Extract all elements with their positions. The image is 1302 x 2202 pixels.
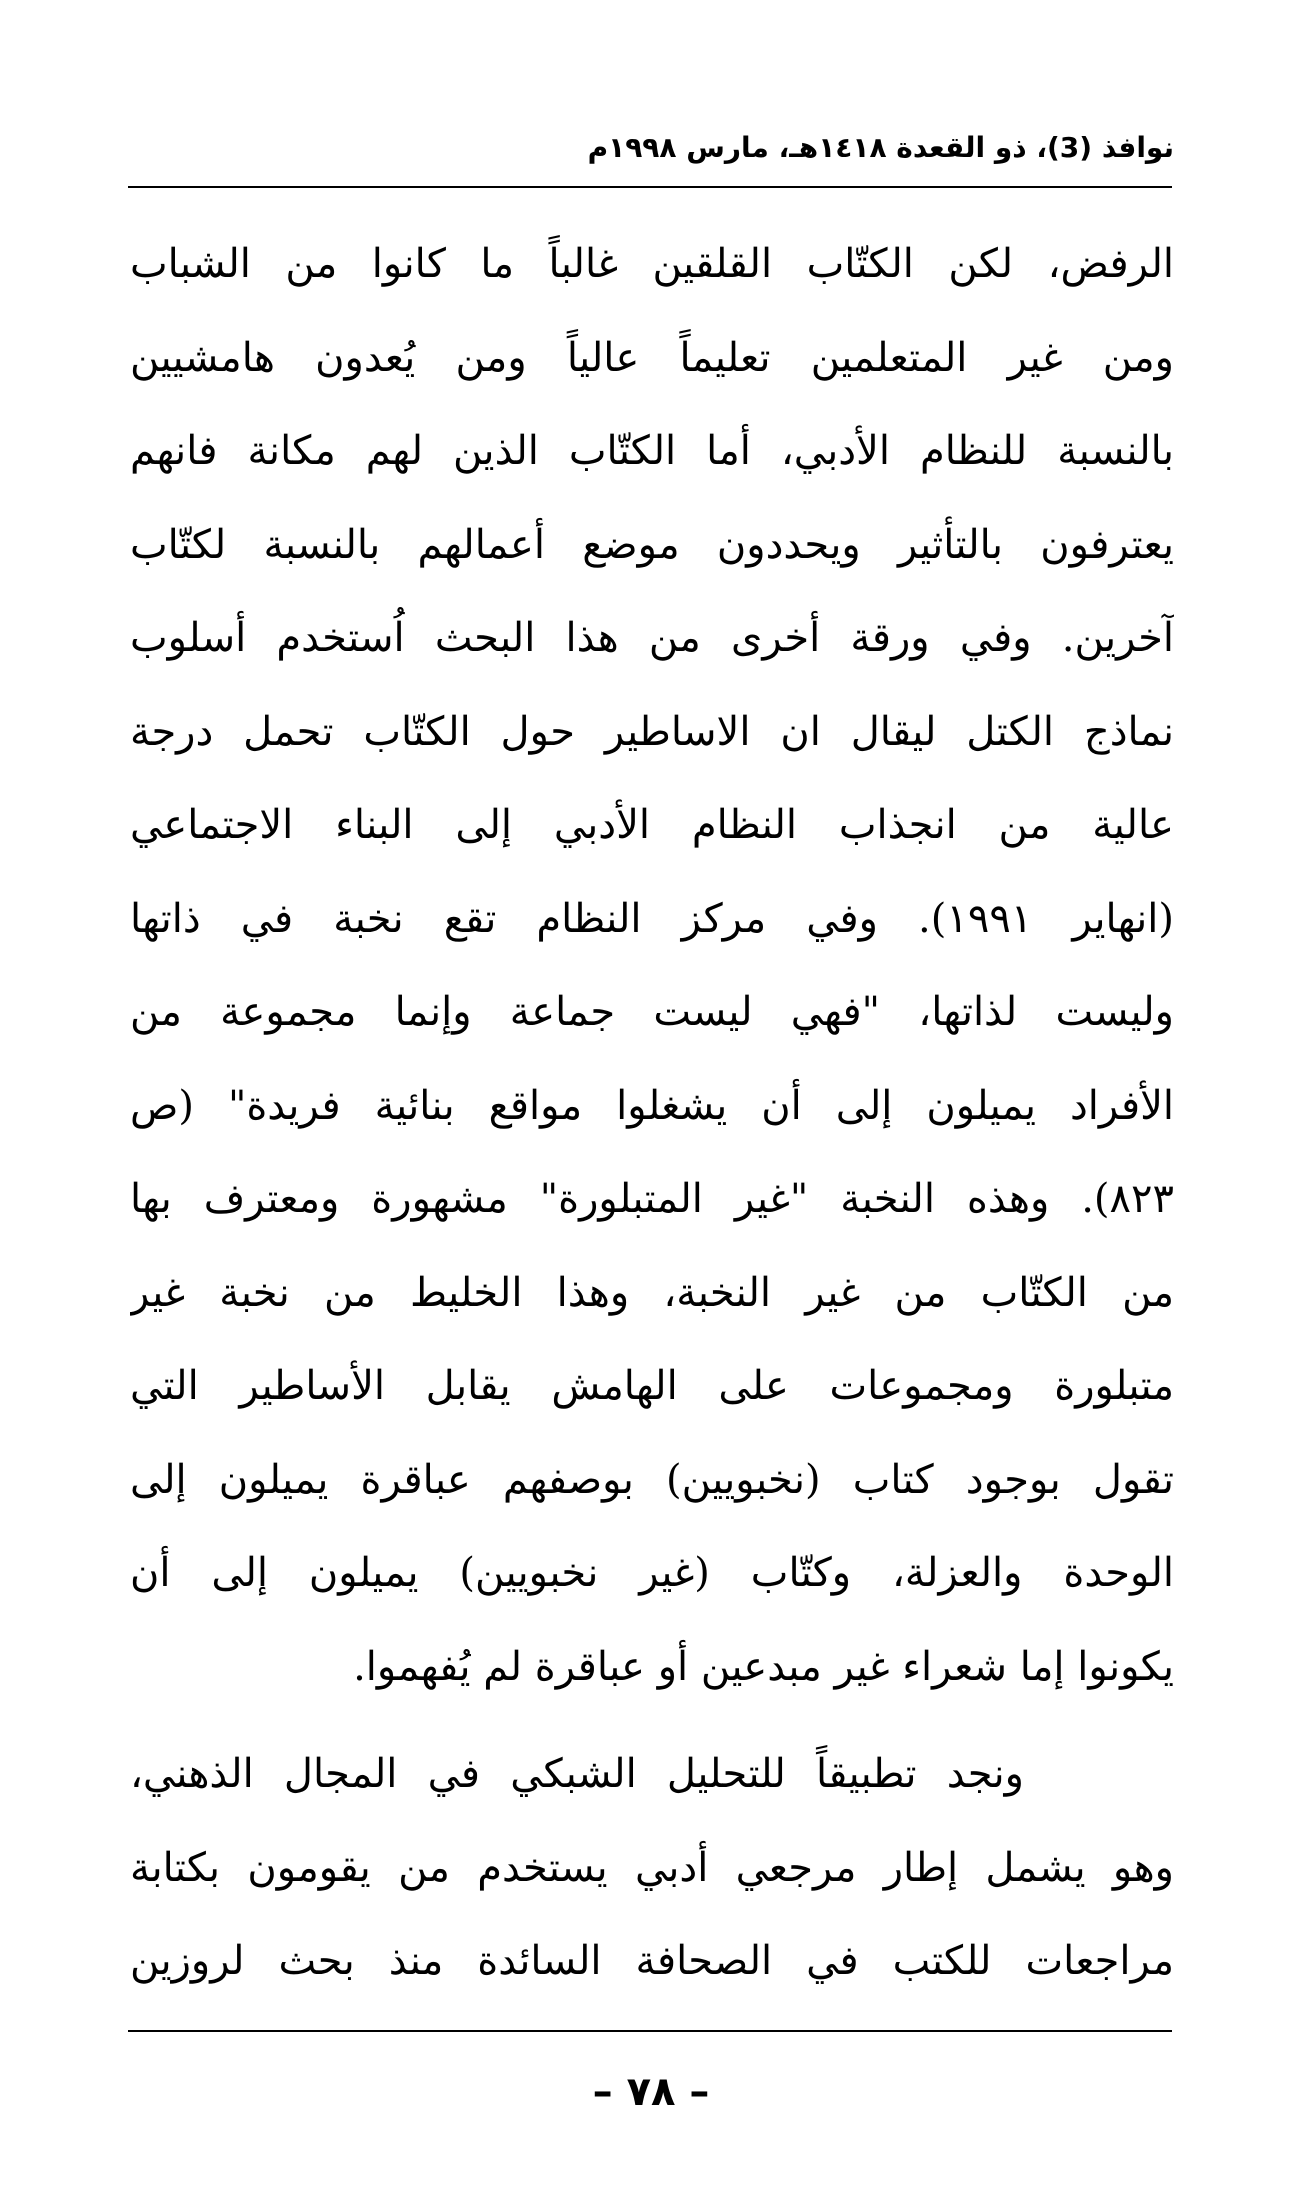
text-line: ومن غير المتعلمين تعليماً عالياً ومن يُعدون هامشيين	[130, 334, 1174, 381]
text-line: من الكتّاب من غير النخبة، وهذا الخليط من نخبة غير	[130, 1269, 1174, 1316]
page-number: – ٧٨ –	[592, 2069, 710, 2115]
footer-rule	[128, 2030, 1172, 2032]
text-line: وليست لذاتها، "فهي ليست جماعة وإنما مجموعة من	[130, 989, 1174, 1035]
text-line: الوحدة والعزلة، وكتّاب (غير نخبويين) يميلون إلى أن	[130, 1550, 1174, 1596]
text-line: ونجد تطبيقاً للتحليل الشبكي في المجال الذهني،	[130, 1751, 1024, 1797]
body-text	[130, 218, 1174, 2009]
header-rule	[128, 186, 1172, 188]
text-line: الرفض، لكن الكتّاب القلقين غالباً ما كانوا من الشباب	[130, 241, 1174, 287]
paragraph-gap	[130, 1714, 1174, 1728]
text-line: بالنسبة للنظام الأدبي، أما الكتّاب الذين لهم مكانة فانهم	[130, 428, 1174, 474]
text-line: تقول بوجود كتاب (نخبويين) بوصفهم عباقرة يميلون إلى	[130, 1456, 1174, 1503]
text-line: (انهاير ١٩٩١). وفي مركز النظام تقع نخبة في ذاتها	[130, 895, 1174, 942]
text-line: متبلورة ومجموعات على الهامش يقابل الأساطير التي	[130, 1363, 1174, 1409]
text-line: نماذج الكتل ليقال ان الاساطير حول الكتّاب تحمل درجة	[130, 708, 1174, 755]
text-line: يعترفون بالتأثير ويحددون موضع أعمالهم بالنسبة لكتّاب	[130, 521, 1174, 568]
running-header: نوافذ (3)، ذو القعدة ١٤١٨هـ، مارس ١٩٩٨م	[587, 131, 1174, 164]
text-line: ٨٢٣). وهذه النخبة "غير المتبلورة" مشهورة ومعترف بها	[130, 1176, 1174, 1222]
text-line: عالية من انجذاب النظام الأدبي إلى البناء الاجتماعي	[130, 802, 1174, 848]
paragraph-1	[130, 218, 1174, 1714]
text-line: يكونوا إما شعراء غير مبدعين أو عباقرة لم يُفهموا.	[353, 1643, 1174, 1690]
text-line: آخرين. وفي ورقة أخرى من هذا البحث اُستخدم أسلوب	[130, 615, 1174, 661]
text-line: الأفراد يميلون إلى أن يشغلوا مواقع بنائية فريدة" (ص	[130, 1082, 1174, 1129]
text-line: مراجعات للكتب في الصحافة السائدة منذ بحث لروزين	[130, 1938, 1174, 1984]
paragraph-2	[130, 1728, 1174, 2009]
text-line: وهو يشمل إطار مرجعي أدبي يستخدم من يقومون بكتابة	[130, 1844, 1174, 1891]
